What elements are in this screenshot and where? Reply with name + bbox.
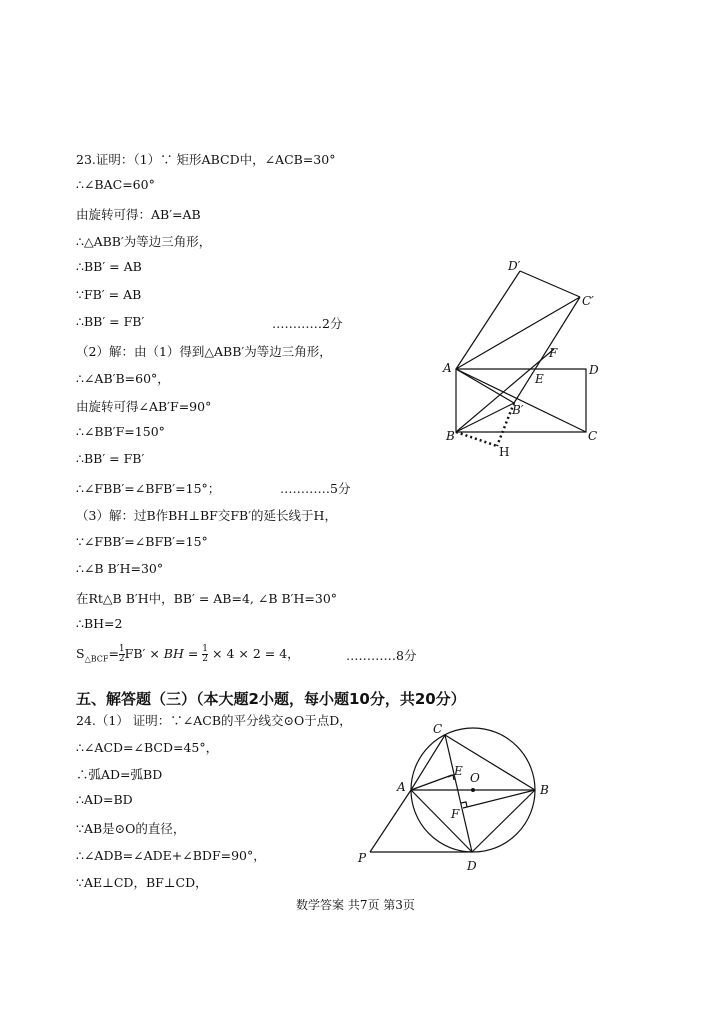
text-line: ∵AB是⊙O的直径， [76,821,186,836]
dotted-bh [456,432,497,446]
text-line: ∴∠ADB=∠ADE+∠BDF=90°， [76,848,266,863]
score-marker: …………8分 [346,648,417,663]
area-symbol: S [76,646,85,661]
label-b-prime: B′ [512,403,524,417]
label-d-prime: D′ [508,259,521,273]
text-line: ∴AD=BD [76,792,133,807]
text-line: 在Rt△B B′H中，BB′ = AB=4, ∠B B′H=30° [76,591,338,606]
text-line: ∴BB′ = FB′ [76,451,145,466]
segment-ad [411,790,472,852]
text-line: ∴∠BB′F=150° [76,424,165,439]
score-marker: …………5分 [280,481,351,496]
label-c: C [433,722,443,736]
right-angle-e [448,775,454,780]
segment-ab2 [456,369,514,403]
segment-ad2 [456,271,520,369]
area-subscript: △BCF [84,654,109,664]
text-line: ∴∠ACD=∠BCD=45°， [76,740,219,755]
score-marker: …………2分 [272,316,343,331]
right-angle-f [461,802,467,807]
text-line: （3）解：过B作BH⊥BF交FB′的延长线于H， [76,508,337,523]
text-line: ∴BH=2 [76,616,123,631]
text-line: （2）解：由（1）得到△ABB′为等边三角形， [76,344,332,359]
circle-o [411,728,535,852]
text-line: 23.证明：（1）∵ 矩形ABCD中，∠ACB=30° [76,152,336,167]
text-line: ∴∠FBB′=∠BFB′=15°； [76,481,221,496]
text-line: ∴∠AB′B=60°， [76,371,170,386]
text-line: 由旋转可得：AB′=AB [76,207,201,222]
label-b: B [540,783,549,797]
label-h: H [499,445,510,459]
label-a: A [397,780,406,794]
text-line: ∵∠FBB′=∠BFB′=15° [76,534,208,549]
segment-ac [411,735,445,790]
dotted-b2h [497,403,514,446]
area-formula [76,644,300,664]
segment-bf [456,349,554,432]
segment-bb2 [456,403,514,432]
text-line: ∴∠BAC=60° [76,177,155,192]
center-dot [471,788,475,792]
label-a: A [443,361,452,375]
label-o: O [470,771,480,785]
label-d: D [467,859,477,873]
equals-sign: = [108,646,119,661]
fraction-numerator: 1 [118,644,125,654]
label-c-prime: C′ [582,294,594,308]
label-c: C [588,429,598,443]
fraction-denominator: 2 [202,654,209,664]
fraction-numerator: 1 [202,644,209,654]
label-e: E [535,372,544,386]
text-line: ∴BB′ = FB′ [76,314,145,329]
text-line: 24.（1） 证明：∵∠ACB的平分线交⊙O于点D， [76,713,352,728]
segment-ae [411,775,452,790]
times-bh: × BH = [145,646,203,661]
label-b: B [446,429,455,443]
diagonal-ac [456,369,586,432]
product-result: × 4 × 2 = 4， [208,646,300,661]
label-p: P [358,851,367,865]
segment-pa [370,790,411,852]
text-line: 由旋转可得∠AB′F=90° [76,399,212,414]
segment-fb: FB′ [124,646,146,661]
fraction-denominator: 2 [118,654,125,664]
label-d: D [589,363,599,377]
segment-cb [445,735,535,790]
segment-d2c2 [520,271,580,297]
text-line: ∵FB′ = AB [76,287,142,302]
rectangle-abcd [456,369,586,432]
label-f: F [549,346,558,360]
text-line: ∴BB′ = AB [76,259,142,274]
text-line: ∴弧AD=弧BD [76,767,163,782]
segment-ac2 [456,297,580,369]
page-footer: 数学答案 共7页 第3页 [296,898,415,912]
section-heading: 五、解答题（三）（本大题2小题，每小题10分，共20分） [76,690,466,708]
text-line: ∵AE⊥CD，BF⊥CD， [76,875,208,890]
segment-bd [472,790,535,852]
text-line: ∴△ABB′为等边三角形， [76,234,212,249]
label-e: E [454,764,463,778]
segment-cd [445,735,472,852]
label-f: F [451,807,460,821]
segment-c2b2 [514,297,580,403]
segment-bf [463,790,535,808]
text-line: ∴∠B B′H=30° [76,561,164,576]
